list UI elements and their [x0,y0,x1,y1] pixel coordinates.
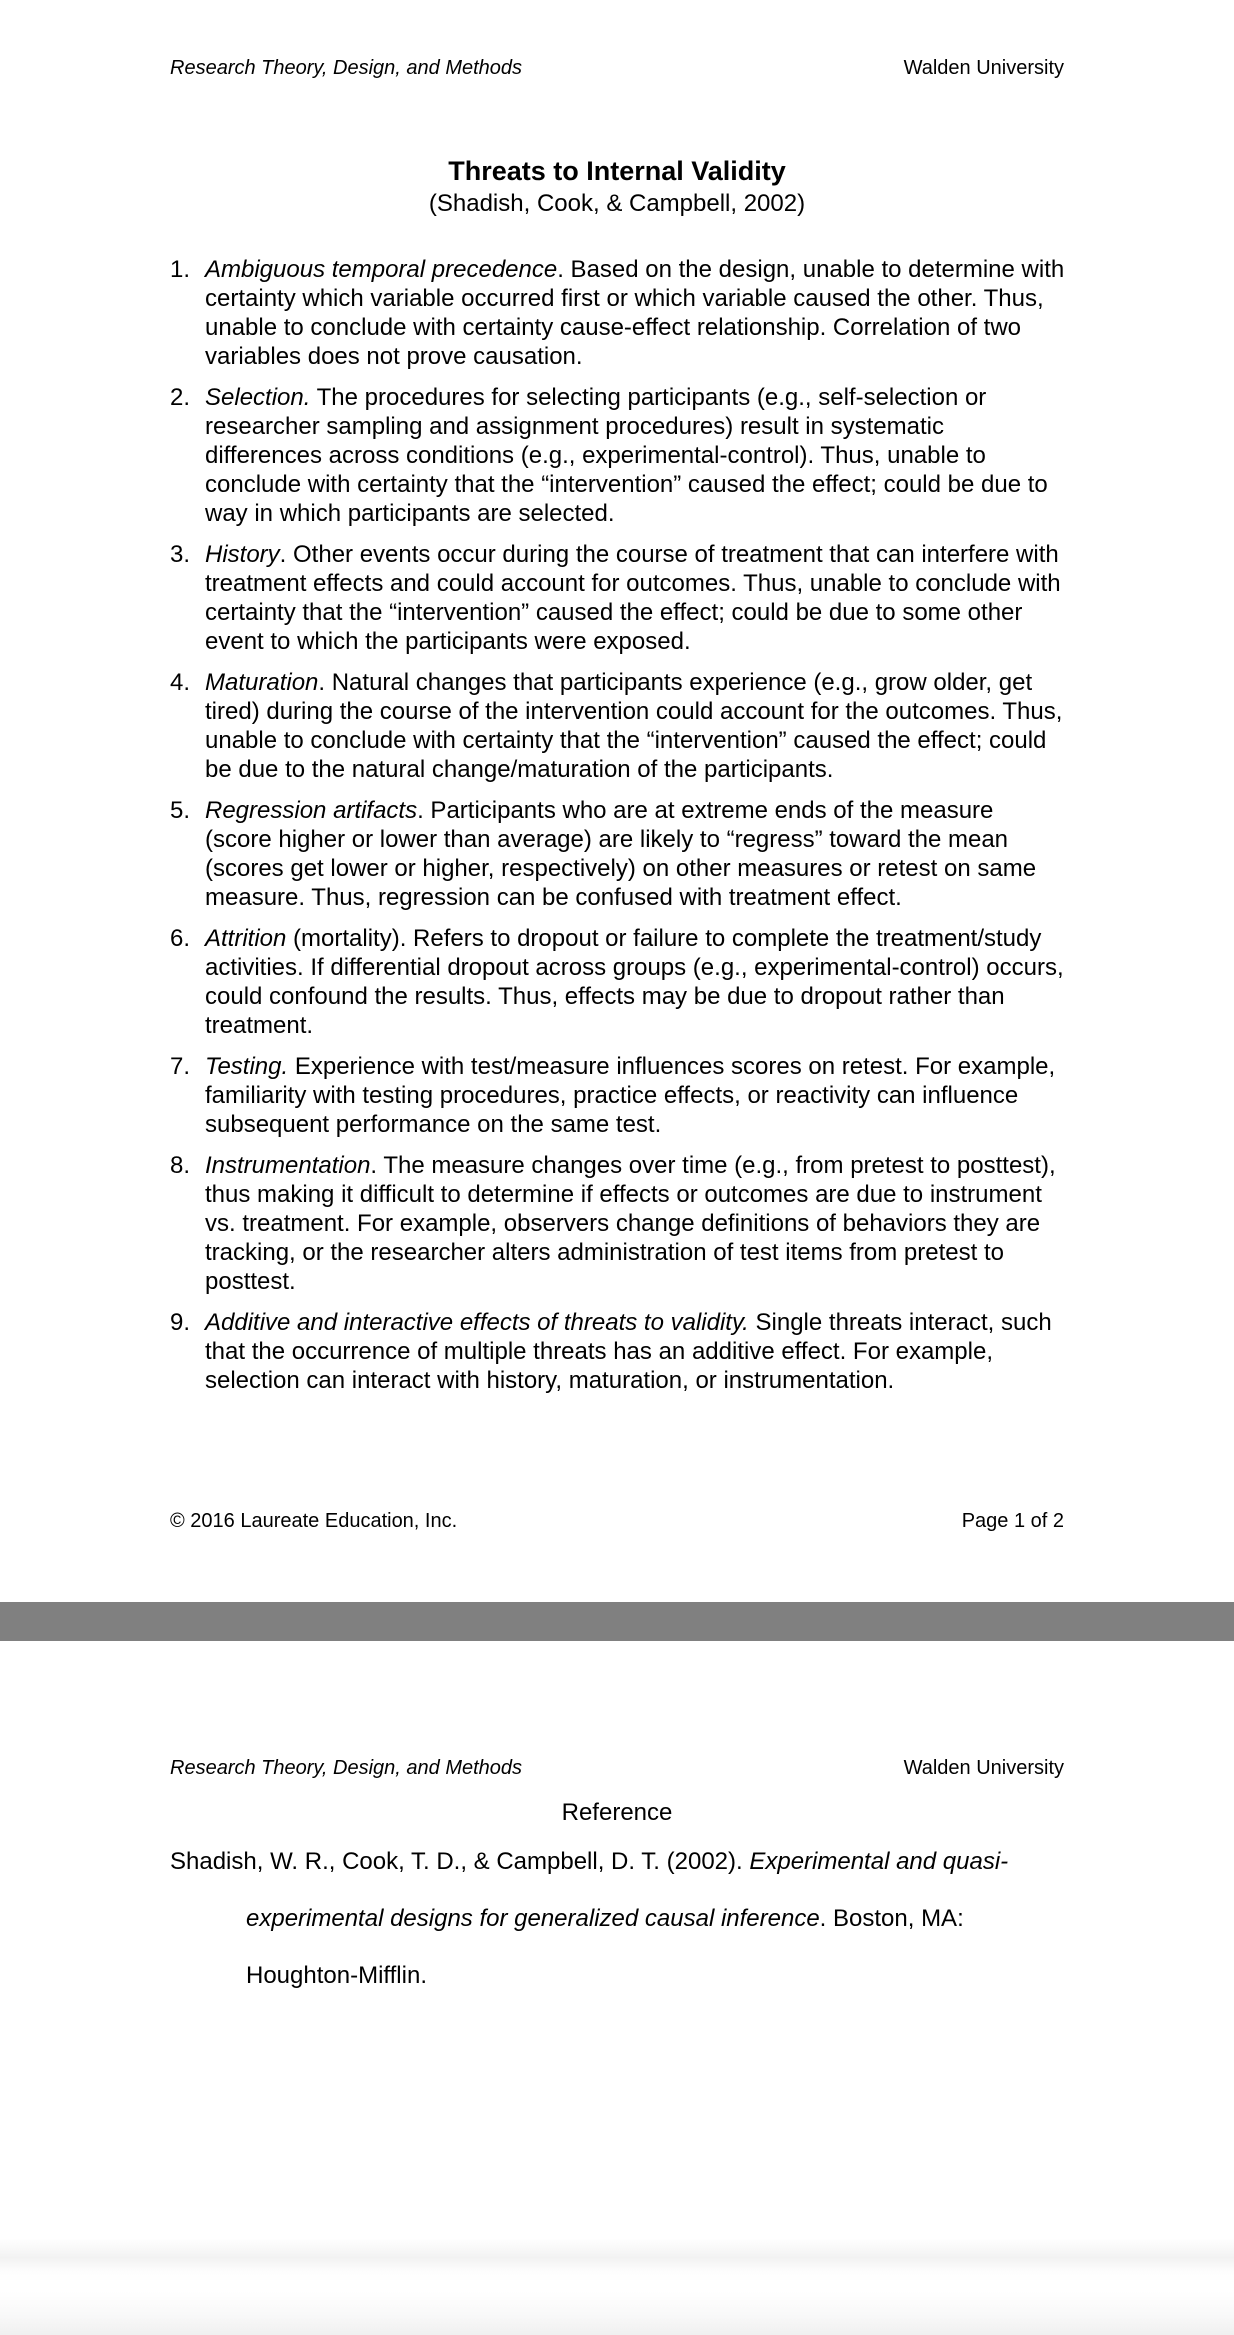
page-number: Page 1 of 2 [961,1510,1064,1532]
threat-name: History [205,541,280,568]
list-item [170,540,1066,656]
threat-description: Experience with test/measure influences scores on retest. For example, familiarity with testing procedures, practice effects, or reactivity can influence subsequent performance on the same test. [205,1053,1056,1138]
threat-name: Ambiguous temporal precedence [205,256,558,283]
list-item [170,1052,1066,1139]
list-item-number: 8. [170,1152,191,1179]
threat-description: . Other events occur during the course of treatment that can interfere with treatment effects and could account for outcomes. Thus, unable to conclude with certainty that the “intervention” caused the effect; could be due to some other event to which the participants were exposed. [205,541,1061,655]
page-1-footer [170,1510,1064,1533]
list-item-number: 5. [170,797,191,824]
threat-description: . The measure changes over time (e.g., from pretest to posttest), thus making it difficult to determine if effects or outcomes are due to instrument vs. treatment. For example, observers change definitions of behaviors they are tracking, or the researcher alters administration of test items from pretest to posttest. [205,1152,1056,1295]
course-title: Research Theory, Design, and Methods [170,57,523,79]
citation-line: Houghton-Mifflin. [246,1962,427,1989]
threat-description: . Based on the design, unable to determine with certainty which variable occurred first or which variable caused the other. Thus, unable to conclude with certainty cause-effect relationship. Correlation of two variables does not prove causation. [205,256,1065,370]
list-item-number: 3. [170,541,191,568]
institution-name: Walden University [903,1757,1064,1779]
citation-line: Shadish, W. R., Cook, T. D., & Campbell, D. T. (2002). Experimental and quasi- [170,1848,1009,1875]
threat-description: . Natural changes that participants experience (e.g., grow older, get tired) during the course of the intervention could account for the outcomes. Thus, unable to conclude with certainty that the “intervention” caused the effect; could be due to the natural change/maturation of the participants. [205,669,1063,783]
course-title: Research Theory, Design, and Methods [170,1757,523,1779]
list-item-text [205,255,1066,371]
threat-description: Single threats interact, such that the occurrence of multiple threats has an additive effect. For example, selection can interact with history, maturation, or instrumentation. [205,1309,1052,1394]
list-item [170,796,1066,912]
list-item-number: 6. [170,925,191,952]
threat-name: Regression artifacts [205,797,418,824]
document-subtitle: (Shadish, Cook, & Campbell, 2002) [428,190,806,217]
page-separator-bar [0,1602,1234,1641]
list-item-number: 1. [170,256,191,283]
threat-name: Attrition [205,925,287,952]
page-1-header [170,57,1064,80]
list-item-text [205,796,1066,912]
list-item-text [205,540,1066,656]
list-item [170,668,1066,784]
institution-name: Walden University [903,57,1064,79]
list-item-text [205,1052,1066,1139]
reference-citation [170,1847,1076,2018]
title-block [0,156,1234,219]
list-item-number: 9. [170,1309,191,1336]
list-item [170,255,1066,371]
list-item [170,924,1066,1040]
threat-name: Instrumentation [205,1152,371,1179]
threat-description: (mortality). Refers to dropout or failure to complete the treatment/study activities. If differential dropout across groups (e.g., experimental-control) occurs, could confound the results. Thus, effects may be due to dropout rather than treatment. [205,925,1064,1039]
threats-list [170,255,1066,1407]
list-item [170,1308,1066,1395]
list-item-text [205,1308,1066,1395]
list-item-text [205,383,1066,528]
page-bottom-artifact [0,2238,1234,2282]
page-2 [0,1641,1234,2335]
copyright-text: © 2016 Laureate Education, Inc. [170,1510,458,1532]
document-title: Threats to Internal Validity [448,156,786,186]
threat-name: Additive and interactive effects of threats to validity. [205,1309,749,1336]
page-bottom-edge-artifact [0,2291,1234,2335]
threat-name: Testing. [205,1053,289,1080]
list-item-text [205,924,1066,1040]
threat-name: Maturation [205,669,319,696]
list-item-number: 2. [170,384,191,411]
citation-line: experimental designs for generalized causal inference. Boston, MA: [246,1905,964,1932]
list-item-number: 7. [170,1053,191,1080]
threat-description: . Participants who are at extreme ends of the measure (score higher or lower than average) are likely to “regress” toward the mean (scores get lower or higher, respectively) on other measures or retest on same measure. Thus, regression can be confused with treatment effect. [205,797,1037,911]
list-item-number: 4. [170,669,191,696]
page-2-header [170,1757,1064,1780]
reference-heading: Reference [561,1799,673,1826]
list-item-text [205,1151,1066,1296]
threat-description: The procedures for selecting participants (e.g., self-selection or researcher sampling and assignment procedures) result in systematic differences across conditions (e.g., experimental-control). Thus, unable to conclude with certainty that the “intervention” caused the effect; could be due to way in which participants are selected. [205,384,1048,527]
list-item [170,383,1066,528]
list-item [170,1151,1066,1296]
list-item-text [205,668,1066,784]
threat-name: Selection. [205,384,311,411]
